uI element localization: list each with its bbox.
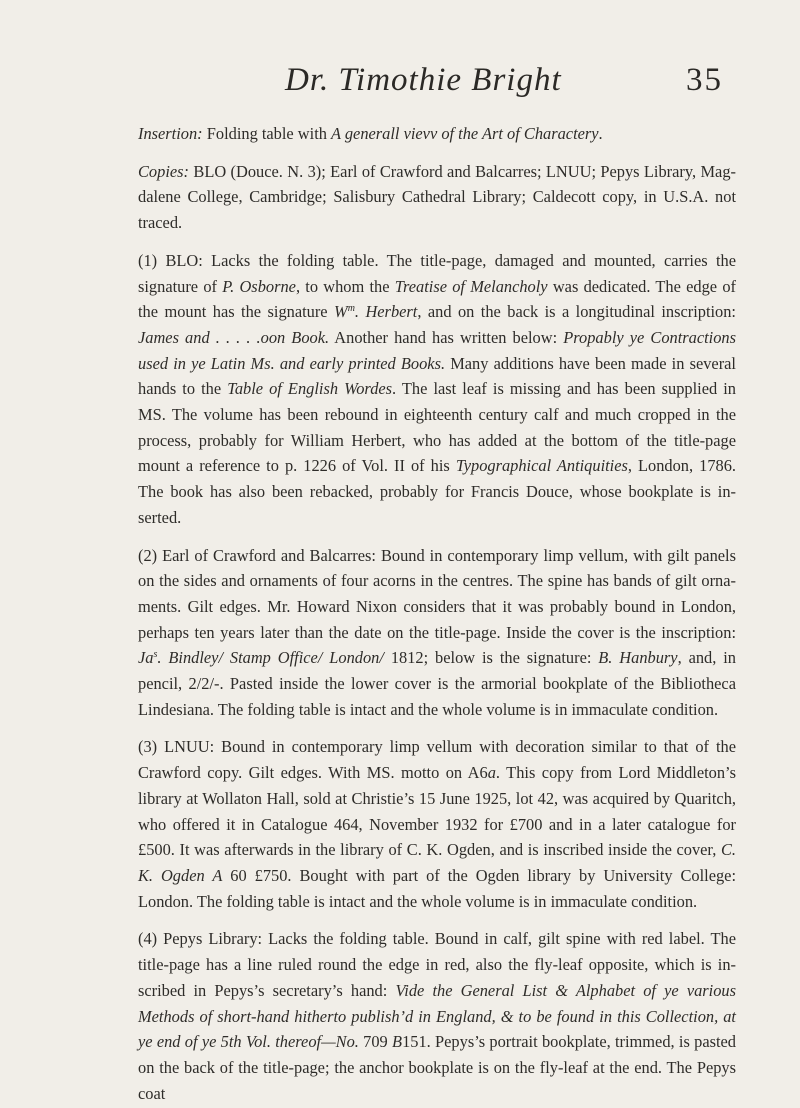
lnuu-a: a xyxy=(487,763,496,783)
pepys-paragraph xyxy=(138,926,736,1106)
pepys-b: B xyxy=(392,1032,403,1052)
copies-label: Copies: xyxy=(138,161,189,181)
blo-typographical: Typographical Antiquities xyxy=(455,456,628,476)
blo-text-4: , and on the back is a longitudinal inscription: xyxy=(417,302,736,322)
insertion-title: A generall vievv of the Art of Charactery xyxy=(331,124,599,143)
blo-table-title: Table of English Wordes xyxy=(227,379,393,399)
body-text xyxy=(138,121,736,1106)
pepys-text-3: 151. Pepys’s portrait bookplate, trimmed, is pasted on the back of the title-page; the anchor bookplate is on the fly-leaf at the end. The Pepys coat xyxy=(138,1032,736,1103)
insertion-label: Insertion: xyxy=(138,124,203,143)
page-number: 35 xyxy=(686,62,723,98)
crawford-text-1: (2) Earl of Crawford and Balcarres: Bound in contemporary limp vellum, with gilt panels on the sides and ornaments of four acorns in the centres. The spine has bands of gilt ornaments. Gilt edges. Mr. Howard Nixon considers that it was probably bound in London, perhaps ten years later than the date on the title-page. Inside the cover is the inscription: xyxy=(138,545,736,642)
blo-text-5: Another hand has written below: xyxy=(329,327,564,347)
insertion-paragraph xyxy=(138,121,736,147)
lnuu-text-2: . This copy from Lord Middleton’s library at Wollaton Hall, sold at Christie’s 15 June 1925, lot 42, was acquired by Quaritch, who offered it in Catalogue 464, November 1932 for £700 and in a later catalogue for £500. It was afterwards in the library of C. K. Ogden, and is inscribed inside the cover, xyxy=(138,763,736,860)
blo-wm-sup: m xyxy=(347,303,355,315)
running-head-title: Dr. Timothie Bright xyxy=(285,62,562,98)
crawford-paragraph xyxy=(138,543,736,723)
crawford-text-3: , and, in pencil, 2/2/-. Pasted inside the lower cover is the armorial bookplate of the Bibliotheca Lindesiana. The folding table is intact and the whole volume is in immaculate condition. xyxy=(138,648,736,719)
blo-paragraph xyxy=(138,248,736,531)
blo-propably: Propably ye Contractions used in ye Latin Ms. and early printed Books. xyxy=(138,327,736,373)
insertion-text: Folding table with xyxy=(202,124,332,143)
crawford-text-2: 1812; below is the signature: xyxy=(383,648,599,668)
crawford-hanbury: B. Hanbury xyxy=(598,648,678,668)
blo-treatise: Treatise of Melancholy xyxy=(394,276,548,296)
crawford-bindley: . Bindley/ Stamp Office/ London/ xyxy=(157,648,384,668)
pepys-text-2: 709 xyxy=(358,1032,393,1052)
insertion-end: . xyxy=(598,124,603,143)
blo-text-3: was dedicated. The edge of the mount has the signature xyxy=(138,276,736,322)
copies-text: BLO (Douce. N. 3); Earl of Crawford and Balcarres; LNUU; Pepys Library, Magdalene College, Cambridge; Salisbury Cathedral Library; Caldecott copy, in U.S.A. not traced. xyxy=(138,161,736,233)
lnuu-paragraph xyxy=(138,734,736,914)
pepys-vide: Vide the General List & Alphabet of ye various Methods of short-hand hitherto publish’d in England, & to be found in this Collection, at ye end of ye 5th Vol. thereof—No. xyxy=(138,980,736,1052)
copies-paragraph xyxy=(138,159,736,236)
blo-herbert: . Herbert xyxy=(354,302,418,322)
pepys-text-1: (4) Pepys Library: Lacks the folding table. Bound in calf, gilt spine with red label. The title-page has a line ruled round the edge in red, also the fly-leaf opposite, which is inscribed in Pepys’s secretary’s hand: xyxy=(138,929,736,1000)
crawford-ja-sup: s xyxy=(153,649,158,661)
blo-osborne: P. Osborne xyxy=(222,276,296,296)
blo-text-8: , London, 1786. The book has also been rebacked, probably for Francis Douce, whose bookplate is inserted. xyxy=(138,456,737,527)
crawford-ja: Ja xyxy=(138,648,154,668)
lnuu-ogden: C. K. Ogden A xyxy=(138,840,736,885)
blo-wm: W xyxy=(334,302,348,322)
blo-text-7: . The last leaf is missing and has been supplied in MS. The volume has been rebound in eighteenth century calf and much cropped in the process, probably for William Herbert, who has added at the bottom of the title-page mount a reference to p. 1226 of Vol. II of his xyxy=(138,379,736,476)
lnuu-text-1: (3) LNUU: Bound in contemporary limp vellum with decoration similar to that of the Crawford copy. Gilt edges. With MS. motto on A6 xyxy=(138,737,736,783)
blo-text-6: Many additions have been made in several hands to the xyxy=(138,353,736,399)
blo-text-2: , to whom the xyxy=(295,276,395,296)
blo-inscription: James and . . . . .oon Book. xyxy=(138,327,330,347)
running-head xyxy=(0,62,800,122)
blo-text-1: (1) BLO: Lacks the folding table. The title-page, damaged and mounted, carries the signature of xyxy=(138,250,736,296)
lnuu-text-3: 60 £750. Bought with part of the Ogden library by University College: London. The folding table is intact and the whole volume is in immaculate condition. xyxy=(138,865,736,911)
